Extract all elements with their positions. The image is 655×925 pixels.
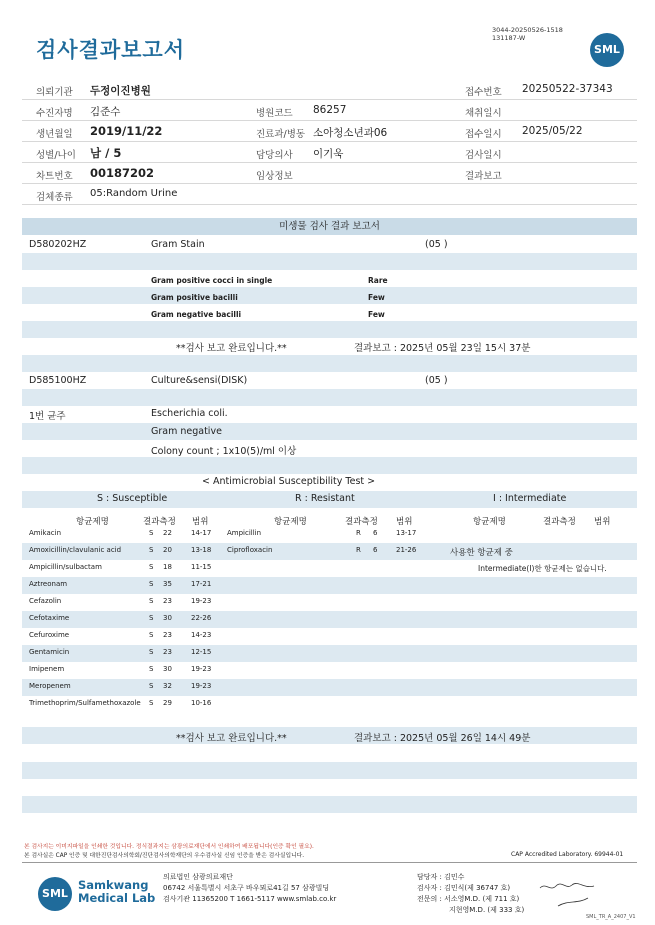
ast-cell: 12-15 [191,648,212,656]
ast-cell: S [149,614,154,622]
band [22,727,637,744]
ast-cell: 14-17 [191,529,212,537]
report-title: 미생물 검사 결과 보고서 [22,218,637,235]
band [22,389,637,406]
gram-row-value: Few [368,293,385,302]
divider [22,862,637,863]
col-header: 범위 [396,517,413,527]
ast-cell: 35 [163,580,172,588]
ast-cell: Cefuroxime [29,631,70,639]
band [22,321,637,338]
gram-row-value: Few [368,310,385,319]
ast-cell: S [149,597,154,605]
legend-i: I : Intermediate [493,493,567,504]
ast-cell: 14-23 [191,631,212,639]
sml-logo-icon: SML [590,33,624,67]
organism-label: 1번 균주 [29,411,66,422]
gram-row-label: Gram positive cocci in single [151,276,273,285]
legend-s: S : Susceptible [97,493,168,504]
ast-cell: 29 [163,699,172,707]
col-header: 결과측정 [543,517,576,527]
ast-complete: **검사 보고 완료입니다.** [176,733,287,744]
page-title: 검사결과보고서 [36,38,186,62]
ast-cell: 11-15 [191,563,212,571]
ast-cell: 19-23 [191,682,212,690]
footer-note: 본 검사실은 CAP 인증 및 대한진단검사의학회/진단검사의학재단의 우수검사실 신임 인증을 받은 검사실입니다. [24,853,305,859]
ast-note: Intermediate(I)한 항균제는 없습니다. [478,564,607,573]
gram-row-value: Rare [368,276,388,285]
ast-cell: Ampicillin [227,529,262,537]
col-header: 결과측정 [345,517,378,527]
ast-cell: 23 [163,648,172,656]
ast-cell: 6 [373,529,378,537]
gram-row-label: Gram negative bacilli [151,310,242,319]
ast-cell: S [149,563,154,571]
ast-cell: S [149,631,154,639]
col-header: 결과측정 [143,517,176,527]
ast-cell: Amoxicillin/clavulanic acid [29,546,122,554]
col-header: 범위 [192,517,209,527]
ast-cell: S [149,699,154,707]
ast-cell: S [149,546,154,554]
footer-staff: 담당자 : 김민수 검사자 : 김민식(제 36747 호) 전문의 : 서소영M.D. (제 711 호) 지현영M.D. (제 333 호) [417,873,525,914]
ast-report-time: 결과보고 : 2025년 05월 26일 14시 49분 [354,733,531,744]
colony-count: Colony count ; 1x10(5)/ml 이상 [151,446,297,457]
ast-cell: 32 [163,682,172,690]
ast-cell: R [356,529,361,537]
ast-cell: S [149,682,154,690]
header-row-4: 성별/나이 남 / 5 담당의사 이기욱 검사일시 [22,142,637,163]
band [22,287,637,304]
ast-cell: S [149,665,154,673]
ast-cell: Cefazolin [29,597,62,605]
gram-num: (05 ) [425,239,448,250]
band [22,457,637,474]
form-code: SML_TR_A_2407_V1 [586,914,636,920]
ast-cell: 22 [163,529,172,537]
ast-note: 사용한 항균제 중 [450,548,513,558]
ast-cell: 17-21 [191,580,212,588]
legend-r: R : Resistant [295,493,355,504]
culture-code: D585100HZ [29,375,87,386]
band [22,645,637,662]
document-code: 3044-20250526-1518 131187-W [492,26,563,42]
ast-cell: 13-17 [396,529,417,537]
gram-code: D580202HZ [29,239,87,250]
header-row-6: 검체종류 05:Random Urine [22,184,637,205]
ast-cell: Ampicillin/sulbactam [29,563,102,571]
ast-cell: 30 [163,665,172,673]
band [22,796,637,813]
ast-cell: 19-23 [191,665,212,673]
ast-cell: Aztreonam [29,580,68,588]
organism-gram: Gram negative [151,426,222,437]
ast-cell: 22-26 [191,614,212,622]
ast-cell: 13-18 [191,546,212,554]
ast-cell: Amikacin [29,529,62,537]
ast-cell: Cefotaxime [29,614,70,622]
brand-name: Samkwang Medical Lab [78,878,156,905]
culture-num: (05 ) [425,375,448,386]
ast-cell: S [149,648,154,656]
ast-cell: Trimethoprim/Sulfamethoxazole [29,699,141,707]
ast-cell: S [149,580,154,588]
ast-cell: 30 [163,614,172,622]
footer-org: 의료법인 삼광의료재단 06742 서울특별시 서초구 바우뫼로41길 57 삼광빌딩 검사기관 11365200 T 1661-5117 www.smlab.co.kr [163,873,337,903]
ast-cell: Ciprofloxacin [227,546,273,554]
gram-name: Gram Stain [151,239,205,250]
gram-row-label: Gram positive bacilli [151,293,238,302]
ast-cell: Imipenem [29,665,65,673]
band [22,253,637,270]
band [22,679,637,696]
band [22,423,637,440]
col-header: 항균제명 [274,517,307,527]
band [22,355,637,372]
col-header: 항균제명 [76,517,109,527]
ast-cell: 10-16 [191,699,212,707]
header-row-3: 생년월일 2019/11/22 진료과/병동 소아청소년과06 접수일시 2025/05/22 [22,121,637,142]
ast-cell: Meropenem [29,682,71,690]
band [22,611,637,628]
cap-accreditation: CAP Accredited Laboratory. 69944-01 [511,851,624,858]
header-row-2: 수진자명 김준수 병원코드 86257 채취일시 [22,100,637,121]
gram-complete: **검사 보고 완료입니다.** [176,343,287,354]
ast-cell: 6 [373,546,378,554]
col-header: 항균제명 [473,517,506,527]
ast-cell: R [356,546,361,554]
col-header: 범위 [594,517,611,527]
ast-cell: Gentamicin [29,648,70,656]
gram-report-time: 결과보고 : 2025년 05월 23일 15시 37분 [354,343,531,354]
ast-cell: 21-26 [396,546,417,554]
header-row-5: 차트번호 00187202 임상정보 결과보고 [22,163,637,184]
band [22,762,637,779]
signature-icon [538,880,608,910]
ast-cell: 18 [163,563,172,571]
ast-cell: 19-23 [191,597,212,605]
culture-name: Culture&sensi(DISK) [151,375,248,386]
ast-cell: S [149,529,154,537]
footer-note-red: 본 검사지는 이미지파일을 인쇄한 것입니다. 정식결과지는 삼광의료재단에서 인쇄하여 배포됩니다(인증 확인 필요). [24,844,314,850]
ast-cell: 20 [163,546,172,554]
ast-title: < Antimicrobial Susceptibility Test > [202,476,376,487]
band [22,577,637,594]
ast-cell: 23 [163,631,172,639]
header-row-1: 의뢰기관 두정이진병원 접수번호 20250522-37343 [22,79,637,100]
request-org: 두정이진병원 [90,85,151,97]
ast-cell: 23 [163,597,172,605]
sml-logo-icon: SML [38,877,72,911]
organism-name: Escherichia coli. [151,408,228,419]
